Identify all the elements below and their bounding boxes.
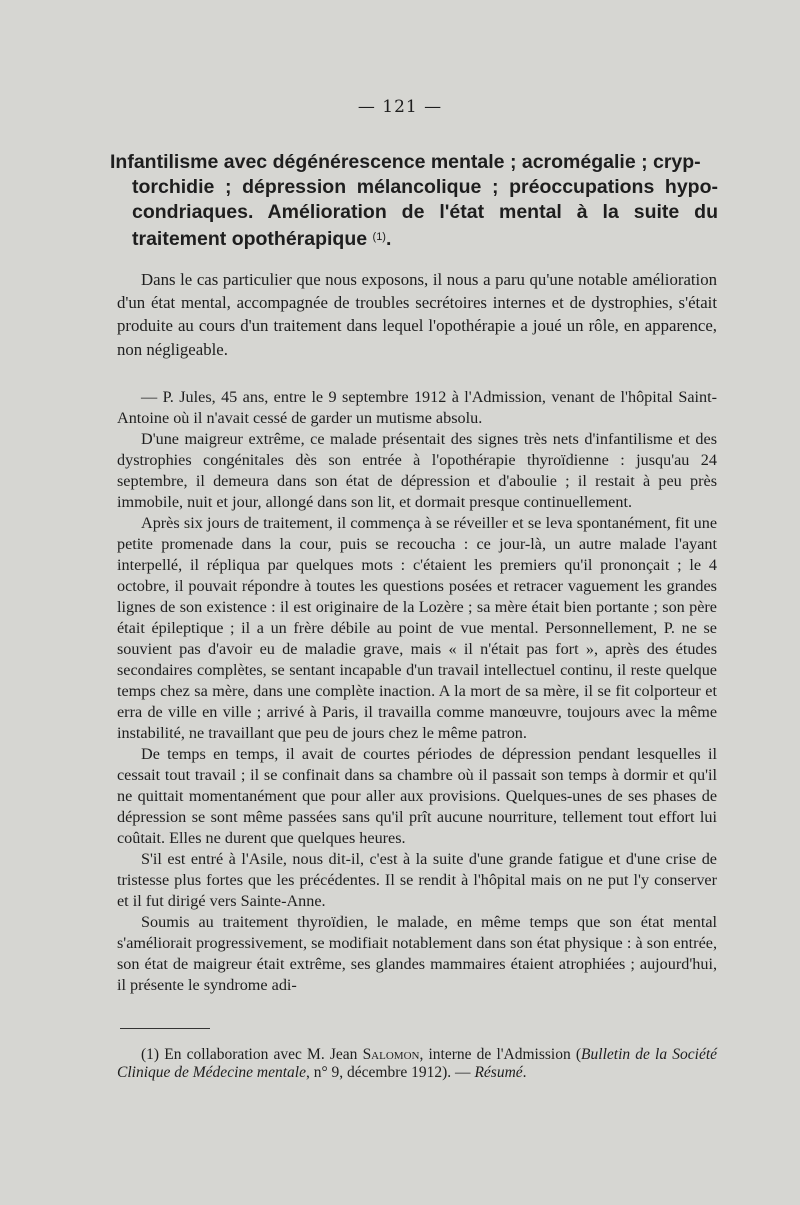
footnote-journal: Bulletin de la Société Clinique de Médecine mentale xyxy=(117,1046,718,1081)
footnote-resume: Résumé xyxy=(474,1064,523,1081)
case-paragraph-1: — P. Jules, 45 ans, entre le 9 septembre 1912 à l'Admission, venant de l'hôpital Saint-Antoine où il n'avait cessé de garder un mutisme absolu. xyxy=(117,387,717,427)
footnote-author: Salomon xyxy=(362,1046,420,1063)
footnote-issue: , n° 9, décembre 1912). — xyxy=(305,1064,471,1081)
footnote-divider xyxy=(120,1028,210,1029)
case-paragraph-5: S'il est entré à l'Asile, nous dit-il, c'est à la suite d'une grande fatigue et d'une crise de tristesse plus fortes que les précédentes. Il se rendit à l'hôpital mais on ne put l'y conserver et il fut dirigé vers Sainte-Anne. xyxy=(117,849,717,910)
case-paragraph-3: Après six jours de traitement, il commença à se réveiller et se leva spontanément, fit une petite promenade dans la cour, puis se recoucha : ce jour-là, un autre malade l'ayant interpellé, il répliqua par quelques mots : c'étaient les premiers qu'il prononçait ; le 4 octobre, il pouvait répondre à toutes les questions posées et retracer vaguement les grandes lignes de son existence : il est originaire de la Lozère ; sa mère était bien portante ; son père était épileptique ; il a un frère débile au point de vue mental. Personnellement, P. ne se souvient pas d'avoir eu de maladie grave, mais « il n'était pas fort », après des études secondaires complètes, se sentant incapable d'un travail intellectuel continu, il reste quelque temps chez sa mère, dans une complète inaction. A la mort de sa mère, il se fit colporteur et erra de ville en ville ; arrivé à Paris, il travailla comme manœuvre, toujours avec la même instabilité, ne travaillant que peu de jours chez le même patron. xyxy=(117,513,717,742)
title-end: . xyxy=(385,228,392,250)
footnote-prefix: (1) En collaboration avec M. Jean xyxy=(141,1046,358,1063)
intro-paragraph: Dans le cas particulier que nous exposons, il nous a paru qu'une notable amélioration d'un état mental, accompagnée de troubles secrétoires internes et de dystrophies, s'était produite au cours d'un traitement dans lequel l'opothérapie a joué un rôle, en apparence, non négligeable. xyxy=(117,270,717,359)
article-body xyxy=(117,268,717,996)
title-continuation xyxy=(110,175,718,252)
title-footnote-mark: (1) xyxy=(372,231,386,243)
case-paragraph-6: Soumis au traitement thyroïdien, le malade, en même temps que son état mental s'améliorait progressivement, se modifiait notablement dans son état physique : à son entrée, son état de maigreur était extrême, ses glandes mammaires étaient atrophiées ; aujourd'hui, il présente le syndrome adi- xyxy=(117,912,717,994)
page-number: — 121 — xyxy=(357,97,443,117)
article-title xyxy=(110,150,718,252)
case-paragraph-2: D'une maigreur extrême, ce malade présentait des signes très nets d'infantilisme et des dystrophies congénitales dès son entrée à l'opothérapie thyroïdienne : jusqu'au 24 septembre, il demeura dans son état de dépression et d'aboulie ; il restait à peu près immobile, nuit et jour, allongé dans son lit, et dormait presque continuellement. xyxy=(117,429,717,511)
case-paragraph-4: De temps en temps, il avait de courtes périodes de dépression pendant lesquelles il cessait tout travail ; il se confinait dans sa chambre où il passait son temps à dormir et qu'il ne quittait momentanément que pour aller aux provisions. Quelques-unes de ses phases de dépression se sont même passées sans qu'il prît aucune nourriture, tellement tout effort lui coûtait. Elles ne durent que quelques heures. xyxy=(117,744,717,847)
title-line-1: Infantilisme avec dégénérescence mentale ; acromégalie ; cryp- xyxy=(110,151,701,173)
footnote xyxy=(117,1046,717,1082)
title-rest: torchidie ; dépression mélancolique ; préoccupations hypo-condriaques. Amélioration de l'état mental à la suite du traitement opothérapique xyxy=(132,176,718,250)
footnote-middle: , interne de l'Admission ( xyxy=(419,1046,582,1063)
section-gap xyxy=(117,361,717,387)
footnote-end: . xyxy=(522,1064,527,1081)
